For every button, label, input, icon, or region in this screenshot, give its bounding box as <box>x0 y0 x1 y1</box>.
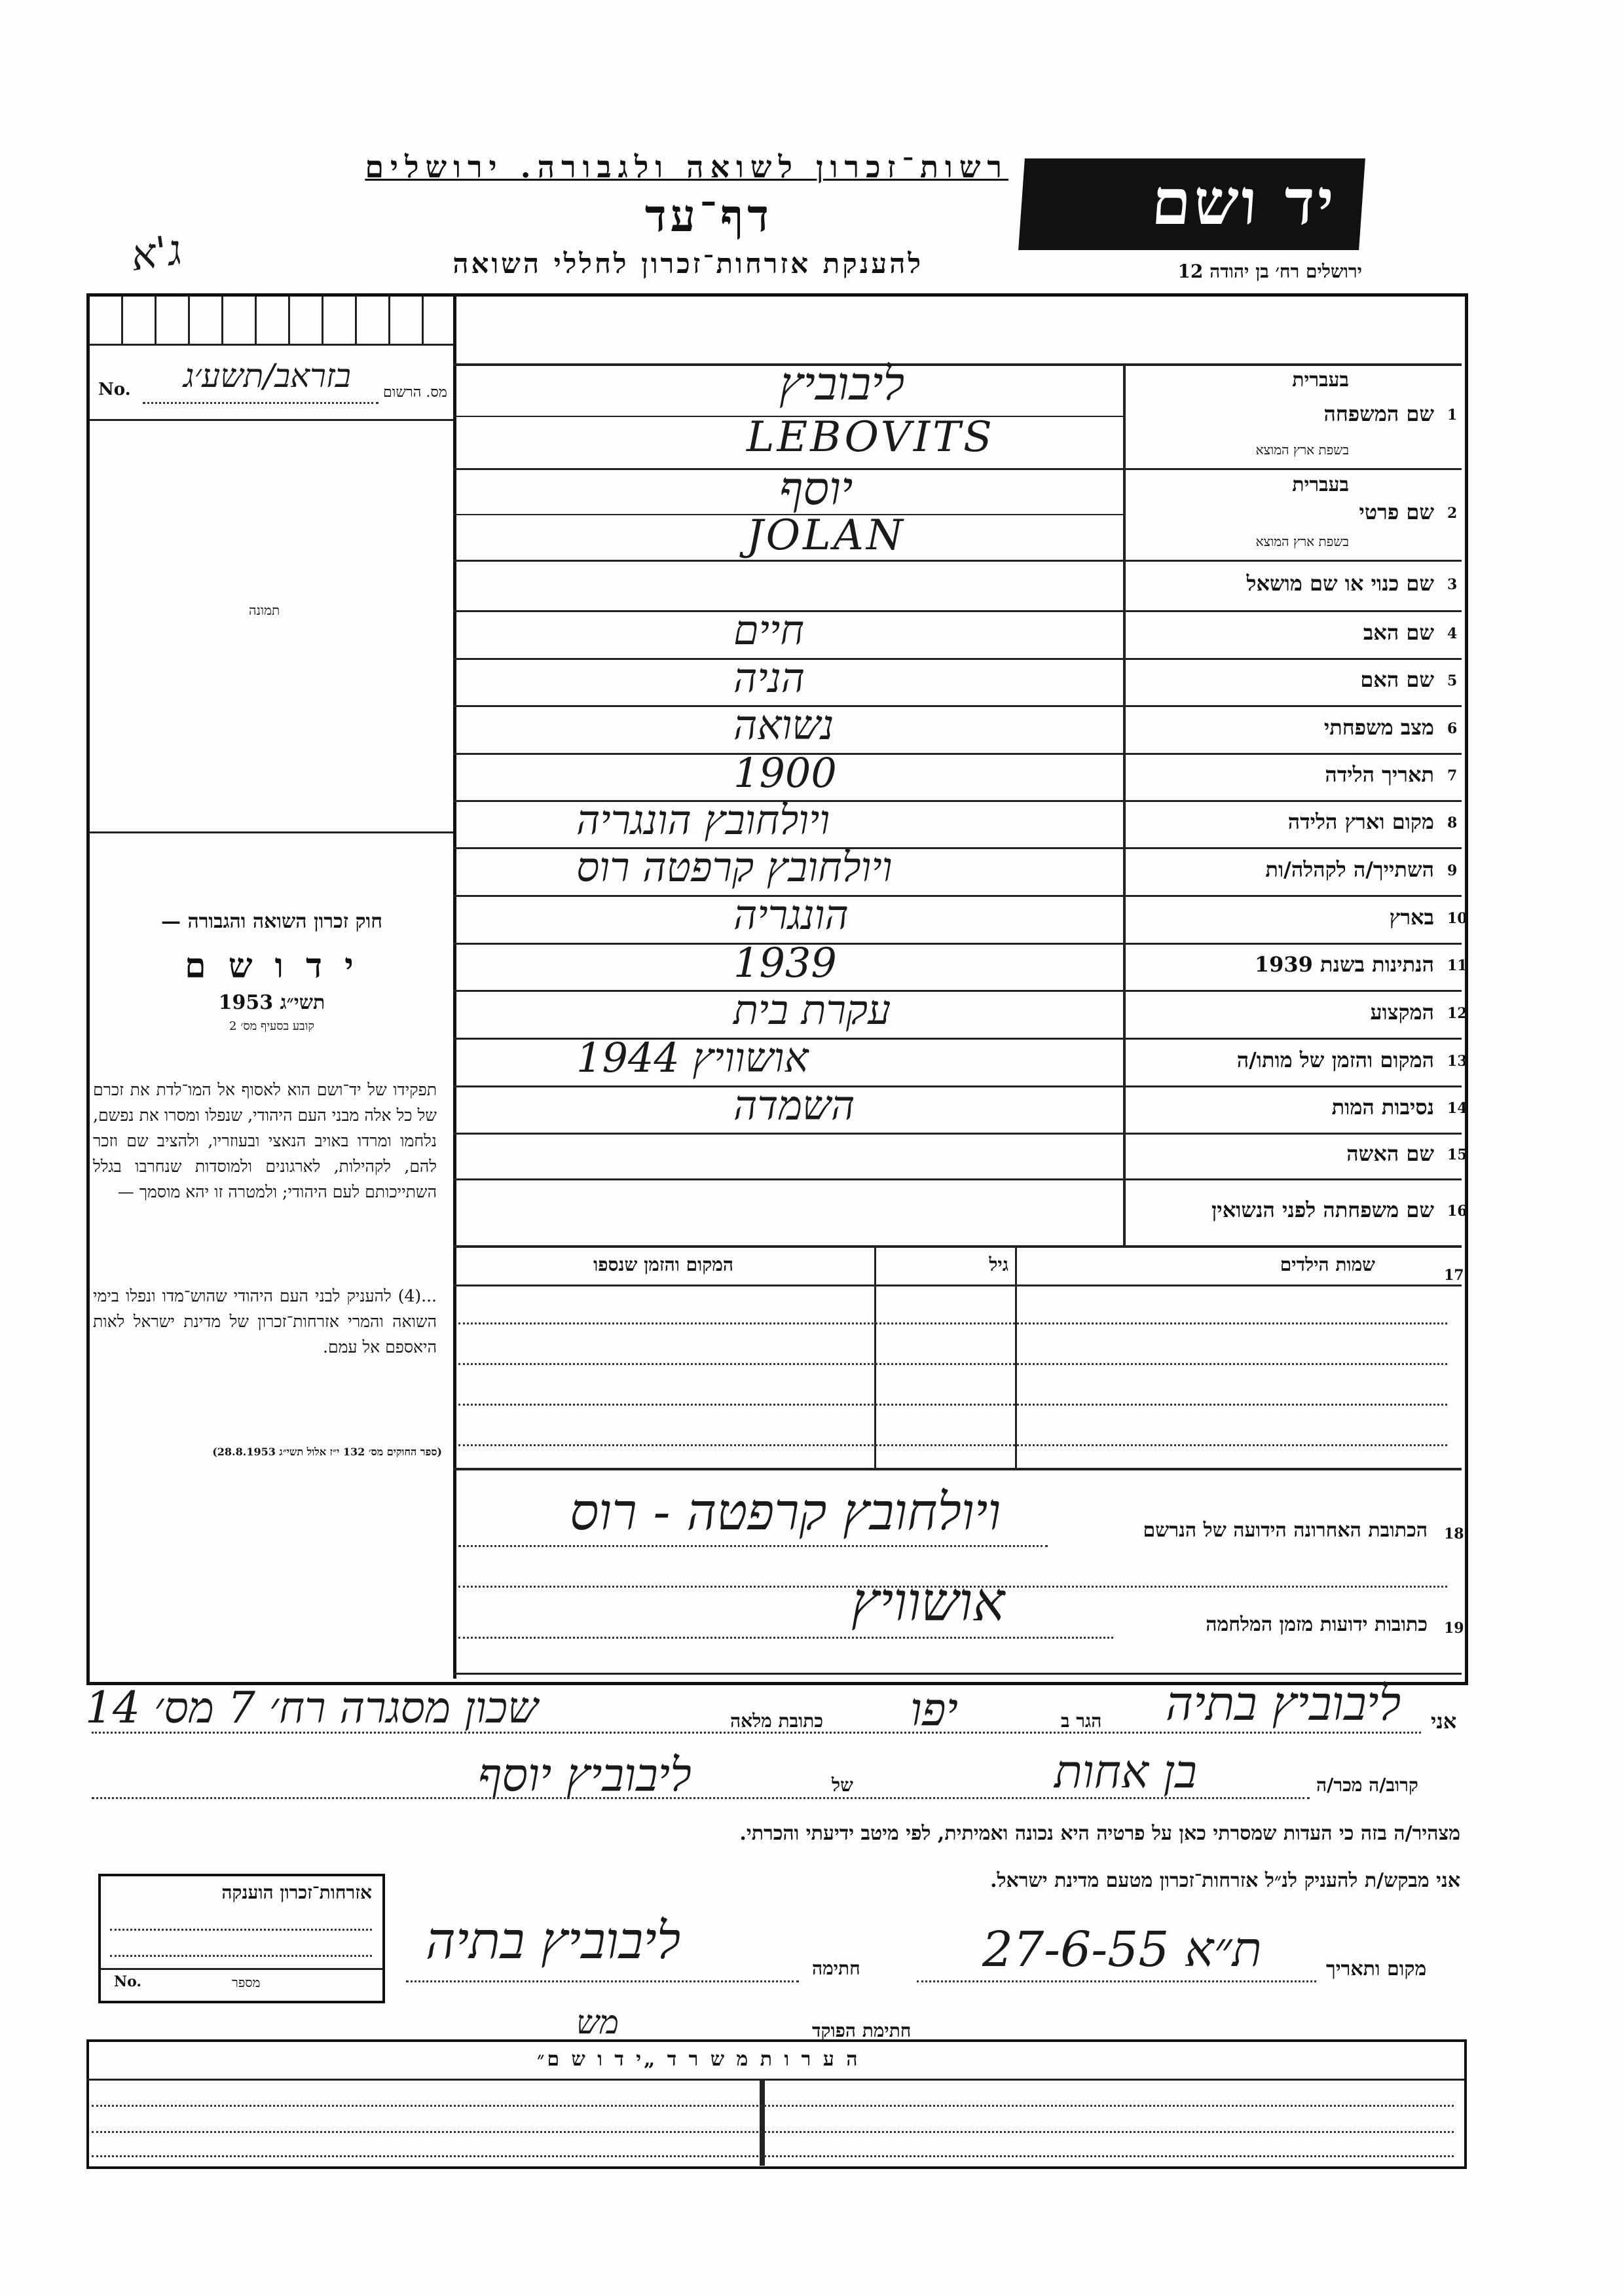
field-sub-hebrew: בעברית <box>1292 473 1349 496</box>
declarant-full-address-label: כתובת מלאה <box>730 1710 824 1732</box>
field-number: 16 <box>1447 1203 1467 1220</box>
field-value: עקרת בית <box>733 986 891 1034</box>
field-row-line <box>453 560 1462 562</box>
field-label: שם כנוי או שם מושאל <box>1246 570 1434 596</box>
office-notes-title: ה ע ר ו ת מ ש ר ד „י ד ו ש ם״ <box>537 2048 860 2071</box>
law-section: קובע בסעיף מס׳ 2 <box>229 1019 314 1033</box>
field-value-hebrew: יוסף <box>779 462 853 515</box>
field-label: שם המשפחה <box>1323 401 1434 426</box>
frame-bottom-inner <box>453 1673 1462 1675</box>
field-label: המקום והזמן של מותו/ה <box>1236 1047 1434 1072</box>
award-box <box>98 1874 385 2003</box>
field-number: 13 <box>1447 1052 1467 1070</box>
field-number: 5 <box>1447 672 1458 689</box>
field-value: הונגריה <box>733 891 849 939</box>
signature-label: חתימה <box>812 1958 860 1979</box>
relative-label: קרוב/ה מכר/ה <box>1316 1774 1418 1796</box>
field-label: המקצוע <box>1370 999 1434 1025</box>
children-row-3 <box>458 1404 1447 1406</box>
children-header-line <box>453 1285 1462 1286</box>
wartime-address-num: 19 <box>1444 1620 1464 1637</box>
field-label: שם האם <box>1360 667 1434 692</box>
header-hand-mark: ג'א <box>128 225 185 282</box>
field-label: בארץ <box>1389 904 1434 930</box>
children-row-2 <box>458 1363 1447 1365</box>
place-date-label: מקום ותאריך <box>1326 1958 1427 1980</box>
of-label: של <box>832 1774 853 1796</box>
field-number: 12 <box>1447 1004 1467 1022</box>
award-box-title: אזרחות־זכרון הוענקה <box>221 1882 372 1903</box>
children-col-div-2 <box>1015 1245 1017 1468</box>
logo-text: יד ושם <box>1149 165 1339 239</box>
children-top-line <box>453 1245 1462 1248</box>
field-row-line <box>453 1085 1462 1087</box>
field-number: 8 <box>1447 814 1458 831</box>
field-value: הניה <box>733 654 805 702</box>
field-row-line <box>453 753 1462 755</box>
field-number: 7 <box>1447 767 1458 784</box>
award-bottom-line <box>101 1968 382 1970</box>
field-value-hebrew: ליבוביץ <box>779 357 905 410</box>
of-name: ליבוביץ יוסף <box>478 1748 692 1802</box>
field-row-line <box>453 705 1462 707</box>
field-label: השתייך/ה לקהלה/ות <box>1265 856 1434 882</box>
law-name: י ד ו ש ם <box>185 946 359 986</box>
field-row-line <box>453 1133 1462 1135</box>
last-address-num: 18 <box>1444 1525 1464 1542</box>
declarant-ani: אני <box>1431 1709 1457 1734</box>
declarant-full-address: שכון מסגרה רח׳ 7 מס׳ 14 <box>85 1683 538 1733</box>
last-address-label: הכתובת האחרונה הידועה של הנרשם <box>1143 1519 1428 1542</box>
field-sub-hebrew: בעברית <box>1292 369 1349 392</box>
field-sub-origin: בשפת ארץ המוצא <box>1255 534 1349 549</box>
field-value: חיים <box>733 606 804 654</box>
declare-text: מצהיר/ה בזה כי העדות שמסרתי כאן על פרטיה היא נכונה ואמיתית, לפי מיטב ידיעתי והכרתי. <box>739 1822 1460 1845</box>
field-number: 14 <box>1447 1100 1467 1117</box>
fields-top-line <box>453 363 1462 366</box>
children-col-names: שמות הילדים <box>1280 1254 1375 1275</box>
field-number: 2 <box>1447 505 1458 522</box>
field-row-line <box>453 990 1462 992</box>
field-number: 1 <box>1447 407 1458 424</box>
yad-vashem-address: ירושלים רח׳ בן יהודה 12 <box>1177 261 1362 282</box>
signature-line <box>406 1980 799 1982</box>
field-number: 4 <box>1447 625 1458 642</box>
declarant-city: יפו <box>910 1683 958 1736</box>
field-number: 3 <box>1447 575 1458 593</box>
last-address-line <box>458 1545 1048 1547</box>
law-title: חוק זכרון השואה והגבורה — <box>161 910 382 933</box>
field-value-origin: JOLAN <box>747 511 906 560</box>
registry-strip <box>90 297 453 346</box>
officer-label: חתימת הפוקד <box>812 2020 912 2041</box>
field-value: ויולחובץ קרפטה רוס <box>576 843 893 891</box>
registry-number-label-he: מס. הרשום <box>383 384 447 401</box>
declarant-name: ליבוביץ בתיה <box>1166 1676 1401 1731</box>
field-label: הנתינות בשנת 1939 <box>1254 952 1434 977</box>
officer-signature: מש <box>576 2003 619 2041</box>
field-value: אושוויץ 1944 <box>576 1034 809 1082</box>
notes-line-3 <box>92 2155 1454 2157</box>
award-line-2 <box>110 1955 372 1957</box>
form-subtitle: להענקת אזרחות־זכרון לחללי השואה <box>452 247 923 280</box>
field-value: ויולחובץ הונגריה <box>576 796 830 844</box>
field-row-line <box>453 610 1462 612</box>
field-number: 15 <box>1447 1146 1467 1163</box>
children-col-div-1 <box>874 1245 876 1468</box>
photo-divider <box>90 831 453 833</box>
law-paragraph-1: תפקידו של יד־ושם הוא לאסוף אל המו־לדת את זכרם של כל אלה מבני העם היהודי, שנפלו ומסרו את נפשם, נלחמו ומרדו באויב הנאצי ובעוזריו, ולהציב שם וזכר להם, לקהילות, לארגונים ולמוסדות שנחרבו בגלל השתייכותם לעם היהודי; ולמטרה זו יהא מוסמך — <box>93 1080 437 1201</box>
request-text: אני מבקש/ת להעניק לנ״ל אזרחות־זכרון מטעם מדינת ישראל. <box>990 1869 1460 1892</box>
children-num: 17 <box>1444 1267 1464 1284</box>
law-year: תשי״ג 1953 <box>218 991 325 1014</box>
field-value: 1939 <box>733 939 837 987</box>
field-number: 10 <box>1447 909 1467 927</box>
law-block <box>95 910 449 1033</box>
field-row-line <box>453 658 1462 660</box>
children-col-place: המקום והזמן שנספו <box>593 1254 733 1275</box>
field-number: 6 <box>1447 720 1458 737</box>
registry-divider <box>90 419 453 421</box>
field-value: 1900 <box>733 749 837 797</box>
field-label: מקום וארץ הלידה <box>1287 809 1434 834</box>
children-row-1 <box>458 1322 1447 1324</box>
award-number-en: No. <box>114 1973 142 1990</box>
field-label: שם פרטי <box>1359 500 1434 524</box>
declarant-lives-in: הגר ב <box>1061 1710 1102 1732</box>
field-label: שם האב <box>1363 619 1434 645</box>
notes-line-2 <box>92 2131 1454 2133</box>
field-value: השמדה <box>733 1082 855 1129</box>
last-address-value: ויולחובץ קרפטה - רוס <box>570 1483 1001 1542</box>
field-label: שם משפחתה לפני הנשואין <box>1211 1197 1434 1222</box>
declarant-line-2 <box>92 1797 1310 1799</box>
field-row-line <box>453 943 1462 945</box>
field-number: 9 <box>1447 862 1458 879</box>
field-label: שם האשה <box>1346 1141 1434 1166</box>
children-row-4 <box>458 1444 1447 1446</box>
field-row-line <box>453 468 1462 470</box>
label-column-divider <box>1123 363 1126 1247</box>
award-line-1 <box>110 1929 372 1931</box>
place-date-value: ת״א 27-6-55 <box>982 1922 1262 1978</box>
relation-value: בן אחות <box>1054 1745 1197 1798</box>
notes-line-1 <box>92 2105 1454 2107</box>
wartime-address-line <box>458 1637 1113 1639</box>
form-title: דף־עד <box>644 190 773 242</box>
signature-value: ליבוביץ בתיה <box>426 1912 681 1971</box>
field-value: נשואה <box>733 701 834 749</box>
photo-label: תמונה <box>249 602 280 618</box>
declarant-line-1 <box>92 1732 1421 1734</box>
children-col-age: גיל <box>989 1254 1008 1275</box>
law-citation: (ספר החוקים מס׳ 132 י״ז אלול תשי״ג 28.8.1953) <box>212 1446 442 1458</box>
yad-vashem-logo <box>1018 158 1365 250</box>
registry-number-label-en: No. <box>98 380 131 399</box>
award-number-label: מספר <box>232 1975 261 1990</box>
office-notes-header-line <box>86 2079 1464 2081</box>
field-number: 11 <box>1447 957 1467 974</box>
place-date-line <box>917 1980 1316 1982</box>
institution-title: רשות־זכרון לשואה ולגבורה. ירושלים <box>365 149 1008 185</box>
field-label: נסיבות המות <box>1331 1095 1434 1120</box>
field-sub-origin: בשפת ארץ המוצא <box>1255 442 1349 458</box>
registry-number-value: בזראב/תשע׳ג <box>183 357 351 395</box>
office-notes-divider <box>760 2081 765 2166</box>
field-row-line <box>453 1178 1462 1180</box>
wartime-address-value: אושוויץ <box>851 1571 1005 1633</box>
children-bottom-line <box>453 1468 1462 1470</box>
wartime-address-label: כתובות ידועות מזמן המלחמה <box>1206 1613 1428 1636</box>
field-label: תאריך הלידה <box>1325 762 1434 787</box>
field-label: מצב משפחתי <box>1323 714 1434 740</box>
registry-dotted-line <box>143 402 378 404</box>
field-value-origin: LEBOVITS <box>747 413 995 462</box>
field-row-line <box>453 895 1462 897</box>
law-paragraph-2: ...(4) להעניק לבני העם היהודי שהוש־מדו ונפלו בימי השואה והמרי אזרחות־זכרון של מדינת ישראל לאות היאספם אל עמם. <box>93 1286 437 1357</box>
